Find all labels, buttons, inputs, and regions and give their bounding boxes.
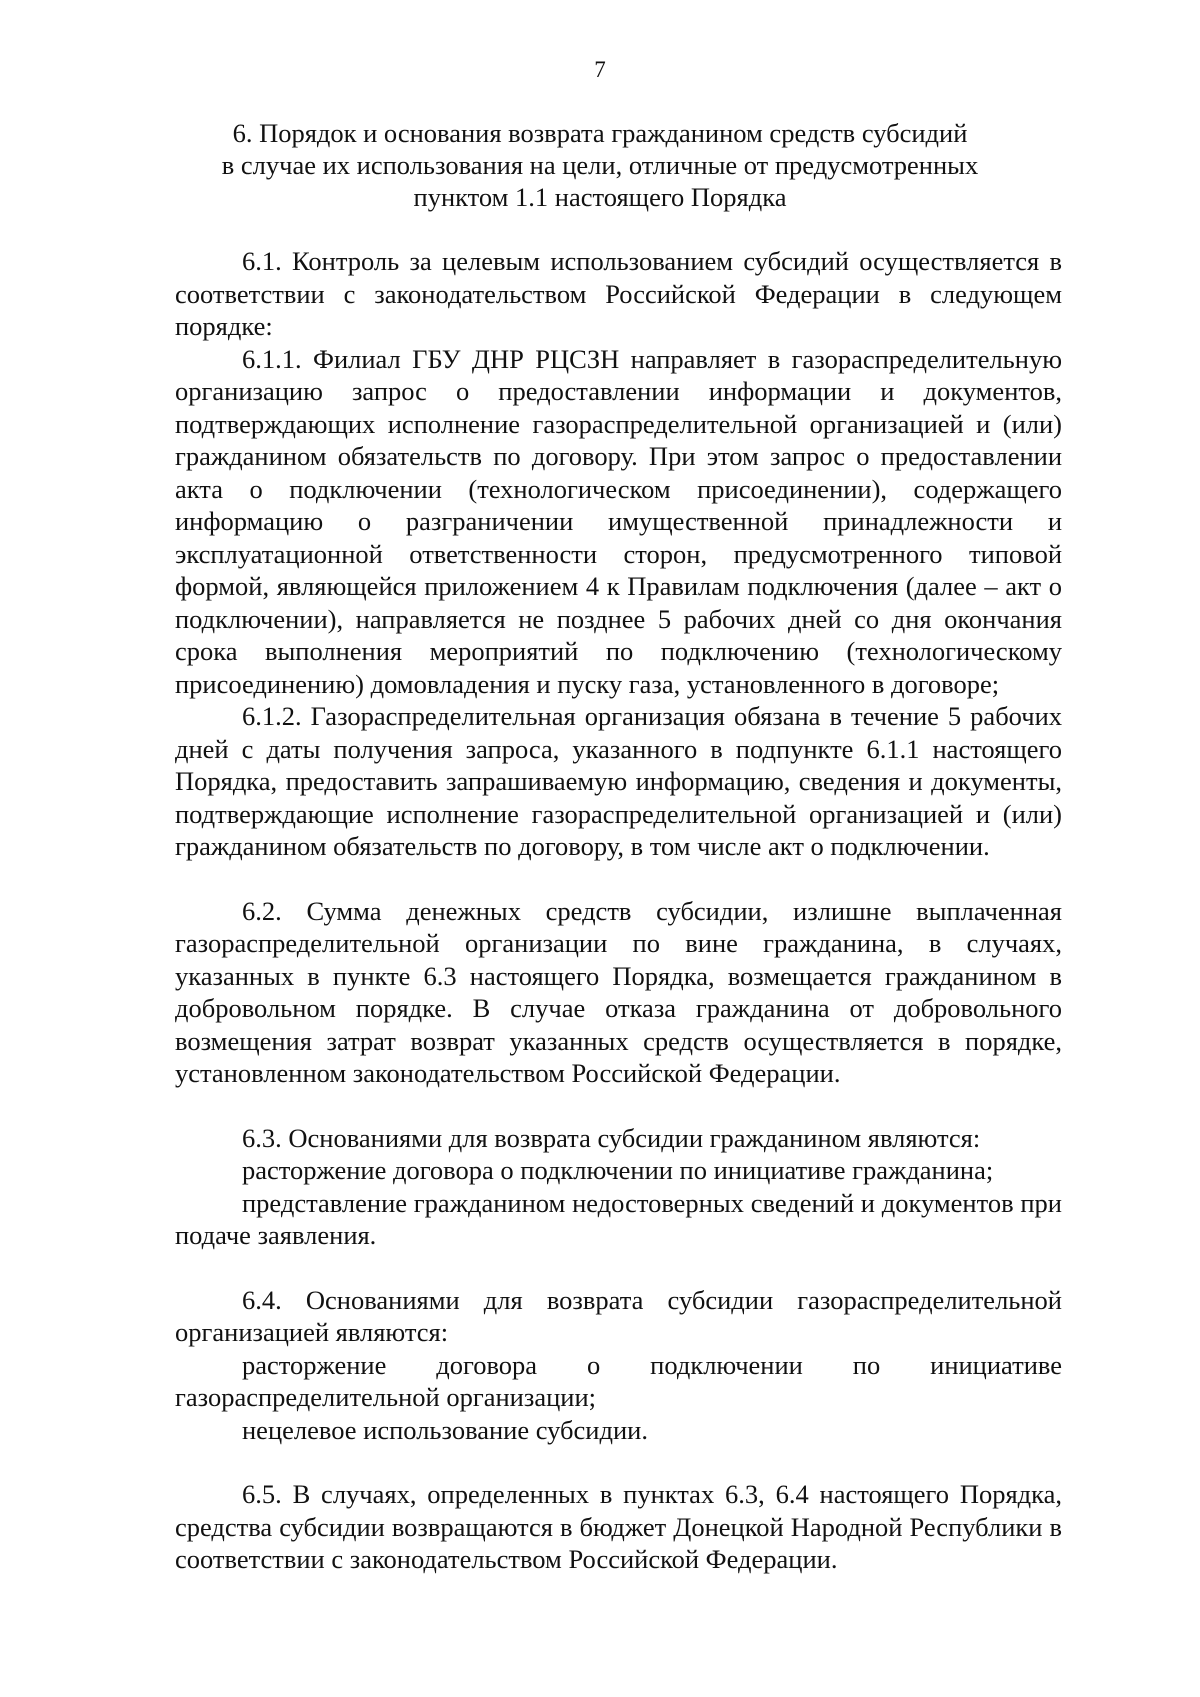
paragraph-6-4-item: нецелевое использование субсидии. [242, 1414, 648, 1445]
paragraph-6-1: 6.1. Контроль за целевым использованием субсидий осуществляется в соответствии с законодательством Российской Федерации в следующем порядке: [175, 246, 1062, 341]
page-number: 7 [594, 57, 606, 82]
paragraph-6-1-2: 6.1.2. Газораспределительная организация обязана в течение 5 рабочих дней с даты получения запроса, указанного в подпункте 6.1.1 настоящего Порядка, предоставить запрашиваемую информацию, сведения и документы, подтверждающие исполнение газораспределительной организацией и (или) гражданином обязательств по договору, в том числе акт о подключении. [175, 701, 1062, 861]
paragraph-6-4: 6.4. Основаниями для возврата субсидии газораспределительной организацией являются: [175, 1284, 1062, 1347]
paragraph-6-3: 6.3. Основаниями для возврата субсидии гражданином являются: [242, 1122, 981, 1153]
paragraph-6-5: 6.5. В случаях, определенных в пунктах 6.3, 6.4 настоящего Порядка, средства субсидии возвращаются в бюджет Донецкой Народной Республики в соответствии с законодательством Российской Федерации. [175, 1479, 1062, 1574]
paragraph-6-4-item: расторжение договора о подключении по инициативе газораспределительной организации; [175, 1349, 1062, 1412]
paragraph-6-3-item: расторжение договора о подключении по инициативе гражданина; [242, 1155, 994, 1185]
section-title-line: 6. Порядок и основания возврата гражданином средств субсидий [232, 118, 968, 148]
section-title [200, 117, 1000, 213]
paragraph-6-3-item: представление гражданином недостоверных сведений и документов при подаче заявления. [175, 1187, 1062, 1250]
document-body [175, 245, 1062, 1576]
paragraph-6-2: 6.2. Сумма денежных средств субсидии, излишне выплаченная газораспределительной организации по вине гражданина, в случаях, указанных в пункте 6.3 настоящего Порядка, возмещается гражданином в добровольном порядке. В случае отказа гражданина от добровольного возмещения затрат возврат указанных средств осуществляется в порядке, установленном законодательством Российской Федерации. [175, 895, 1062, 1088]
section-title-line: пунктом 1.1 настоящего Порядка [413, 182, 787, 212]
section-title-line: в случае их использования на цели, отличные от предусмотренных [221, 150, 979, 180]
paragraph-6-1-1: 6.1.1. Филиал ГБУ ДНР РЦСЗН направляет в газораспределительную организацию запрос о предоставлении информации и документов, подтверждающих исполнение газораспределительной организацией и (или) гражданином обязательств по договору. При этом запрос о предоставлении акта о подключении (технологическом присоединении), содержащего информацию о разграничении имущественной принадлежности и эксплуатационной ответственности сторон, предусмотренного типовой формой, являющейся приложением 4 к Правилам подключения (далее – акт о подключении), направляется не позднее 5 рабочих дней со дня окончания срока выполнения мероприятий по подключению (технологическому присоединению) домовладения и пуску газа, установленного в договоре; [175, 343, 1062, 699]
